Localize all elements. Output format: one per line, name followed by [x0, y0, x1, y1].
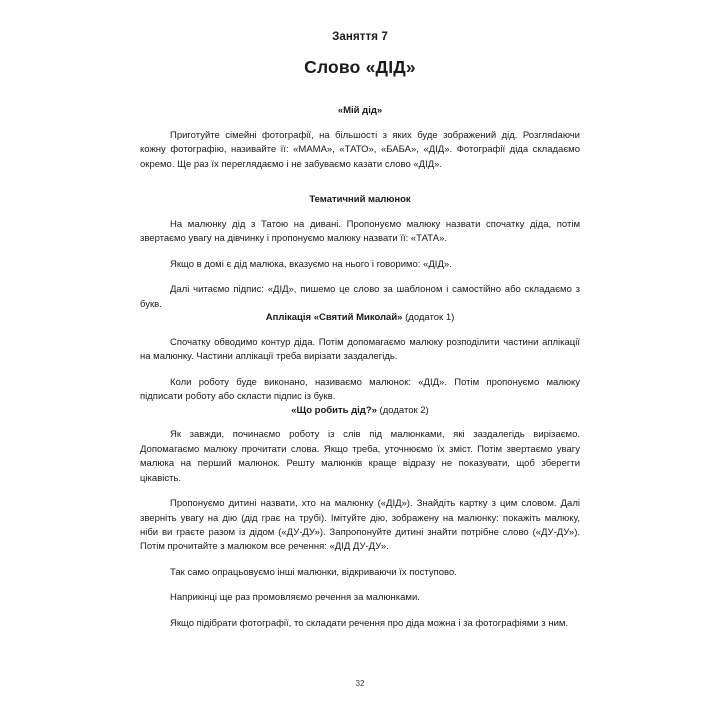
- paragraph: Коли роботу буде виконано, називаємо малюнок: «ДІД». Потім пропонуємо малюку підписати роботу або скласти підпис із букв.: [140, 376, 580, 403]
- paragraph: Далі читаємо підпис: «ДІД», пишемо це слово за шаблоном і самостійно або складаємо з букв.: [140, 284, 580, 310]
- section-aplikatsiya-svyatyi-mykolai: [140, 312, 580, 405]
- paragraph: Спочатку обводимо контур діда. Потім допомагаємо малюку розподілити частини аплікації на малюнку. Частини аплікації треба вирізати заздалегідь.: [140, 336, 580, 363]
- section-heading: [140, 194, 580, 207]
- paragraph: Якщо в домі є дід малюка, вказуємо на нього і говоримо: «ДІД».: [170, 258, 452, 270]
- paragraph: Як завжди, починаємо роботу із слів під малюнками, які заздалегідь вирізаємо. Допомагаємо малюку прочитати слова. Якщо треба, уточнюємо їх зміст. Потім звертаємо увагу малюка на перший малюнок. Решту малюнків краще відразу не показувати, щоб зберегти цікавість.: [140, 429, 580, 484]
- section-heading-text: Аплікація «Святий Миколай»: [265, 311, 403, 323]
- page-content: [140, 30, 580, 631]
- section-heading-text: Тематичний малюнок: [309, 193, 411, 205]
- section-miy-did: [140, 105, 580, 172]
- paragraph: Приготуйте сімейні фотографії, на більшості з яких буде зображений дід. Розгляdаючи кожну фотографію, називайте її: «МАМА», «ТАТО», «БАБА», «ДІД». Фотографії діда складаємо окремо. Ще раз їх переглядаємо і не забуваємо казати слово «ДІД».: [140, 129, 580, 170]
- paragraph: На малюнку дід з Татою на дивані. Пропонуємо малюку назвати спочатку діда, потім звертаємо увагу на дівчинку і пропонуємо малюку назвати її: «ТАТА».: [140, 218, 580, 245]
- section-tematychnyi-malyunok: [140, 194, 580, 312]
- section-heading-text: «Мій дід»: [337, 104, 383, 116]
- paragraph: Так само опрацьовуємо інші малюнки, відкриваючи їх поступово.: [170, 566, 457, 578]
- section-heading-text: «Що робить дід?»: [291, 404, 377, 416]
- section-heading: [140, 105, 580, 118]
- page-title: Слово «ДІД»: [304, 56, 416, 77]
- paragraph: Пропонуємо дитині назвати, хто на малюнку («ДІД»). Знайдіть картку з цим словом. Далі зверніть увагу на дію (дід грає на трубі). Імітуйте дію, зображену на малюнку: покажіть малюку, ніби ви граєте разом із дідом («ДУ-ДУ»). Запропонуйте дитині знайти потрібне слово («ДУ-ДУ»). Потім прочитайте з малюком все речення: «ДІД ДУ-ДУ».: [140, 498, 580, 553]
- page-number: 32: [355, 679, 365, 688]
- section-heading: [140, 405, 580, 418]
- section-heading: [140, 312, 580, 325]
- section-appendix-ref: (додаток 2): [376, 404, 429, 416]
- section-shcho-robyt-did: [140, 405, 580, 632]
- lesson-label: Заняття 7: [332, 31, 388, 43]
- paragraph: Якщо підібрати фотографії, то складати речення про діда можна і за фотографіями з ним.: [170, 617, 569, 629]
- paragraph: Наприкінці ще раз промовляємо речення за малюнками.: [170, 592, 420, 604]
- section-appendix-ref: (додаток 1): [402, 311, 455, 323]
